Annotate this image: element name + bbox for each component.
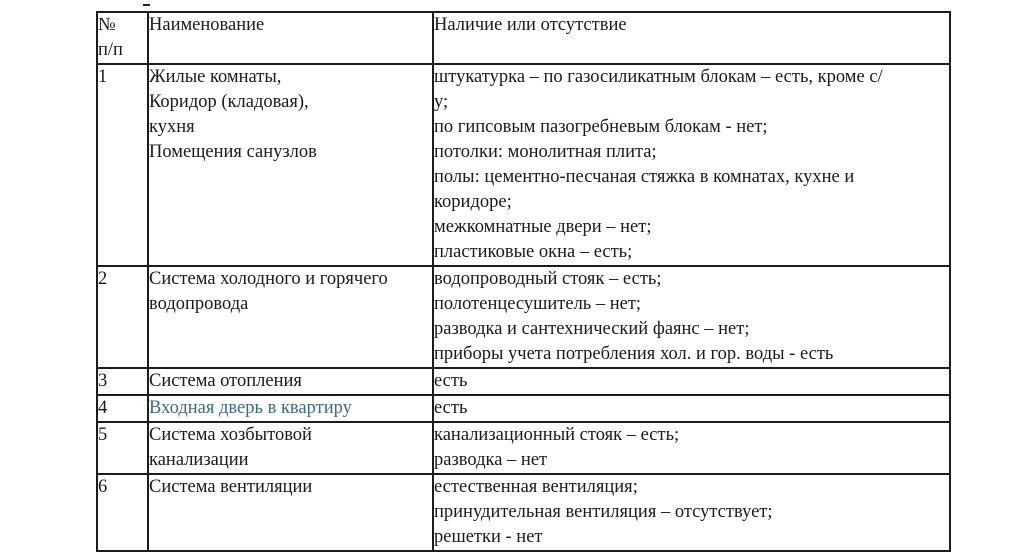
row-value-line: приборы учета потребления хол. и гор. воды - есть <box>434 344 834 364</box>
row-name-line: канализации <box>149 450 249 470</box>
row-value-line: межкомнатные двери – нет; <box>434 217 652 237</box>
header-name: Наименование <box>148 12 433 64</box>
row-name <box>148 368 433 395</box>
row-number: 6 <box>97 474 148 551</box>
row-name-line: Система хозбытовой <box>149 425 312 445</box>
table-row <box>97 422 950 474</box>
row-name <box>148 64 433 266</box>
row-value-line: есть <box>434 398 468 418</box>
row-value-line: водопроводный стояк – есть; <box>434 269 662 289</box>
entrance-door-link[interactable]: Входная дверь в квартиру <box>149 398 352 418</box>
stray-dash-mark <box>143 4 150 6</box>
row-name-line: Система холодного и горячего <box>149 269 388 289</box>
header-number-line-2: п/п <box>98 40 123 60</box>
row-value <box>433 395 950 422</box>
row-name-line: Коридор (кладовая), <box>149 92 309 112</box>
inventory-table <box>96 11 951 552</box>
row-value-line: разводка и сантехнический фаянс – нет; <box>434 319 750 339</box>
row-name-line: Система вентиляции <box>149 477 313 497</box>
row-number: 5 <box>97 422 148 474</box>
row-name <box>148 395 433 422</box>
row-number: 4 <box>97 395 148 422</box>
row-value-line: потолки: монолитная плита; <box>434 142 657 162</box>
row-value-line: коридоре; <box>434 192 512 212</box>
header-number <box>97 12 148 64</box>
row-number: 2 <box>97 266 148 368</box>
row-value <box>433 474 950 551</box>
row-name <box>148 266 433 368</box>
table-header-row <box>97 12 950 64</box>
table-row <box>97 368 950 395</box>
row-value-line: разводка – нет <box>434 450 548 470</box>
row-value <box>433 368 950 395</box>
row-name-line: кухня <box>149 117 195 137</box>
row-value-line: естественная вентиляция; <box>434 477 638 497</box>
row-name-line: Помещения санузлов <box>149 142 317 162</box>
row-number: 1 <box>97 64 148 266</box>
row-value <box>433 422 950 474</box>
header-value: Наличие или отсутствие <box>433 12 950 64</box>
header-number-line-1: № <box>98 15 116 35</box>
row-value-line: решетки - нет <box>434 527 543 547</box>
row-name-line: водопровода <box>149 294 249 314</box>
row-value <box>433 266 950 368</box>
row-name-line: Жилые комнаты, <box>149 67 282 87</box>
row-value-line: по гипсовым пазогребневым блокам - нет; <box>434 117 768 137</box>
row-name-line: Система отопления <box>149 371 302 391</box>
row-value-line: полотенцесушитель – нет; <box>434 294 642 314</box>
row-value-line: пластиковые окна – есть; <box>434 242 633 262</box>
row-value <box>433 64 950 266</box>
table-row <box>97 64 950 266</box>
table-row <box>97 474 950 551</box>
row-value-line: у; <box>434 92 449 112</box>
row-name <box>148 422 433 474</box>
row-value-line: есть <box>434 371 468 391</box>
row-value-line: полы: цементно-песчаная стяжка в комнатах, кухне и <box>434 167 855 187</box>
row-name <box>148 474 433 551</box>
row-value-line: принудительная вентиляция – отсутствует; <box>434 502 773 522</box>
table-row <box>97 395 950 422</box>
row-value-line: штукатурка – по газосиликатным блокам – есть, кроме с/ <box>434 67 883 87</box>
row-value-line: канализационный стояк – есть; <box>434 425 680 445</box>
row-number: 3 <box>97 368 148 395</box>
table-row <box>97 266 950 368</box>
